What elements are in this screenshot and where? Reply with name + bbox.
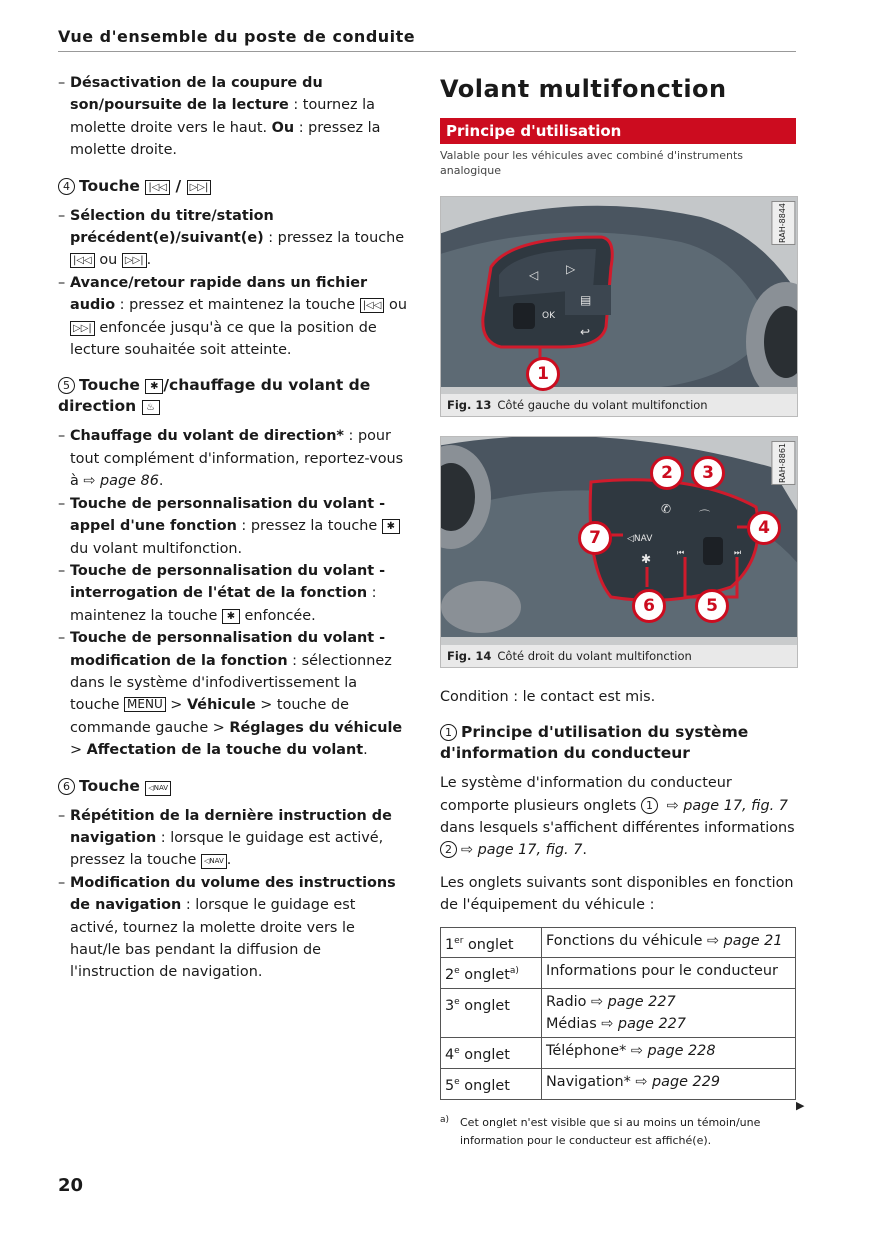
svg-text:◁: ◁ <box>529 268 539 282</box>
table-row <box>441 1038 796 1069</box>
paragraph-tabs-intro: Le système d'information du conducteur comporte plusieurs onglets 1 ⇨ page 17, fig. 7 dans lesquels s'affichent différentes informations 2 ⇨ page 17, fig. 7. <box>440 775 795 859</box>
page-reference: ⇨ page 17, fig. 7 <box>662 797 788 814</box>
figure-code: RAH-8844 <box>771 201 795 245</box>
list-item-select: – Sélection du titre/station précédent(e)/suivant(e) : pressez la touche |◁◁ ou ▷▷| . <box>58 207 405 269</box>
svg-text:↩: ↩ <box>580 325 591 339</box>
asterisk-key-icon: ✱ <box>222 609 240 624</box>
subsection-title-bar: Principe d'utilisation <box>440 118 796 144</box>
svg-text:▤: ▤ <box>580 293 592 307</box>
list-item-fast-forward: – Avance/retour rapide dans un fichier audio : pressez et maintenez la touche |◁◁ ou ▷▷| enfoncée jusqu'à ce que la position de lecture souhaitée soit atteinte. <box>58 274 407 359</box>
list-item-custom-call: – Touche de personnalisation du volant - appel d'une fonction : pressez la touche ✱ du volant multifonction. <box>58 493 408 560</box>
page-title: Volant multifonction <box>440 75 727 103</box>
callout-7: 7 <box>578 521 612 555</box>
callout-5: 5 <box>695 589 729 623</box>
steering-wheel-left-illustration <box>441 197 797 387</box>
next-track-key-icon: ▷▷| <box>70 321 95 336</box>
svg-text:⌒: ⌒ <box>699 509 710 523</box>
svg-text:⏮: ⏮ <box>677 548 685 558</box>
list-item-custom-modify: – Touche de personnalisation du volant - modification de la fonction : sélectionnez dans le système d'infodivertissement la touche MENU > Véhicule > touche de commande gauche > Réglages du véhicule > Affectation de la touche du volant. <box>58 630 403 759</box>
table-cell-content: Informations pour le conducteur <box>542 958 796 989</box>
page-reference: ⇨ page 86 <box>83 473 159 490</box>
header-divider <box>58 51 796 52</box>
asterisk-key-icon: ✱ <box>382 519 400 534</box>
svg-text:▷: ▷ <box>566 262 576 276</box>
callout-2: 2 <box>650 456 684 490</box>
menu-key-icon: MENU <box>124 697 166 712</box>
list-item-heating: – Chauffage du volant de direction* : pour tout complément d'information, reportez-vous à ⇨ page 86. <box>58 428 404 490</box>
table-cell-tab: 3e onglet <box>441 989 542 1038</box>
footnote-ref: a) <box>509 966 519 977</box>
next-track-key-icon: ▷▷| <box>122 253 147 268</box>
section-heading-6: 6 Touche ◁NAV <box>58 776 408 797</box>
list-item-volume: – Modification du volume des instructions de navigation : lorsque le guidage est activé, tournez la molette droite vers le haut/le bas pendant la diffusion de l'instruction de navigation. <box>58 874 396 981</box>
callout-1: 1 <box>526 357 560 391</box>
table-cell-tab: 4e onglet <box>441 1038 542 1069</box>
table-cell-content: Fonctions du véhicule ⇨ page 21 <box>542 927 796 958</box>
footnote: a) Cet onglet n'est visible que si au moins un témoin/une information pour le conducteur est affiché(e). <box>440 1114 761 1147</box>
table-row <box>441 927 796 958</box>
svg-text:⏭: ⏭ <box>734 548 742 558</box>
svg-text:◁NAV: ◁NAV <box>627 534 653 545</box>
continue-arrow-icon: ▶ <box>796 1099 805 1112</box>
list-item-repeat: – Répétition de la dernière instruction de navigation : lorsque le guidage est activé, pressez la touche ◁NAV . <box>58 807 392 869</box>
list-item-custom-query: – Touche de personnalisation du volant - interrogation de l'état de la fonction : maintenez la touche ✱ enfoncée. <box>58 562 386 624</box>
section-heading-1: 1 Principe d'utilisation du système d'information du conducteur <box>440 723 749 763</box>
steering-wheel-right-illustration <box>441 437 797 637</box>
prev-track-key-icon: |◁◁ <box>145 180 170 195</box>
table-cell-content: Radio ⇨ page 227 Médias ⇨ page 227 <box>542 989 796 1038</box>
asterisk-key-icon: ✱ <box>145 379 163 394</box>
list-item-mute: – Désactivation de la coupure du son/poursuite de la lecture : tournez la molette droite vers le haut. Ou : pressez la molette droite. <box>58 75 381 159</box>
callout-4: 4 <box>747 511 781 545</box>
heated-wheel-key-icon: ♨ <box>142 400 160 415</box>
condition-text: Condition : le contact est mis. <box>440 688 656 705</box>
figure-code: RAH-8861 <box>771 441 795 485</box>
prev-track-key-icon: |◁◁ <box>70 253 95 268</box>
nav-repeat-key-icon: ◁NAV <box>145 781 171 796</box>
nav-repeat-key-icon: ◁NAV <box>201 854 227 869</box>
section-heading-5: 5 Touche ✱ /chauffage du volant de direction ♨ <box>58 376 371 416</box>
svg-text:✆: ✆ <box>661 502 672 517</box>
table-cell-tab: 2e onglet$^{a)}$ <box>441 958 542 989</box>
figure-caption: Fig. 14 Côté droit du volant multifonction <box>441 645 797 667</box>
callout-6: 6 <box>632 589 666 623</box>
next-track-key-icon: ▷▷| <box>187 180 212 195</box>
callout-3: 3 <box>691 456 725 490</box>
table-cell-tab: 5e onglet <box>441 1069 542 1100</box>
figure-13 <box>440 196 798 417</box>
table-row <box>441 989 796 1038</box>
svg-text:✱: ✱ <box>641 552 652 567</box>
paragraph-tabs-available: Les onglets suivants sont disponibles en fonction de l'équipement du véhicule : <box>440 874 794 914</box>
table-cell-content: Téléphone* ⇨ page 228 <box>542 1038 796 1069</box>
tabs-table <box>440 927 796 1100</box>
right-column <box>440 70 796 1150</box>
page-reference: ⇨ page 17, fig. 7 <box>461 842 583 859</box>
running-header: Vue d'ensemble du poste de conduite <box>58 27 416 46</box>
table-cell-content: Navigation* ⇨ page 229 <box>542 1069 796 1100</box>
table-cell-tab: 1er onglet <box>441 927 542 958</box>
table-row <box>441 958 796 989</box>
section-heading-4: 4 Touche |◁◁ / ▷▷| <box>58 176 408 197</box>
prev-track-key-icon: |◁◁ <box>360 298 385 313</box>
page-number: 20 <box>58 1175 84 1196</box>
figure-14 <box>440 436 798 667</box>
table-row <box>441 1069 796 1100</box>
svg-text:OK: OK <box>542 311 555 321</box>
figure-caption: Fig. 13 Côté gauche du volant multifonction <box>441 394 797 416</box>
left-column <box>58 72 408 984</box>
applicability-note: Valable pour les véhicules avec combiné d'instruments analogique <box>440 149 744 177</box>
